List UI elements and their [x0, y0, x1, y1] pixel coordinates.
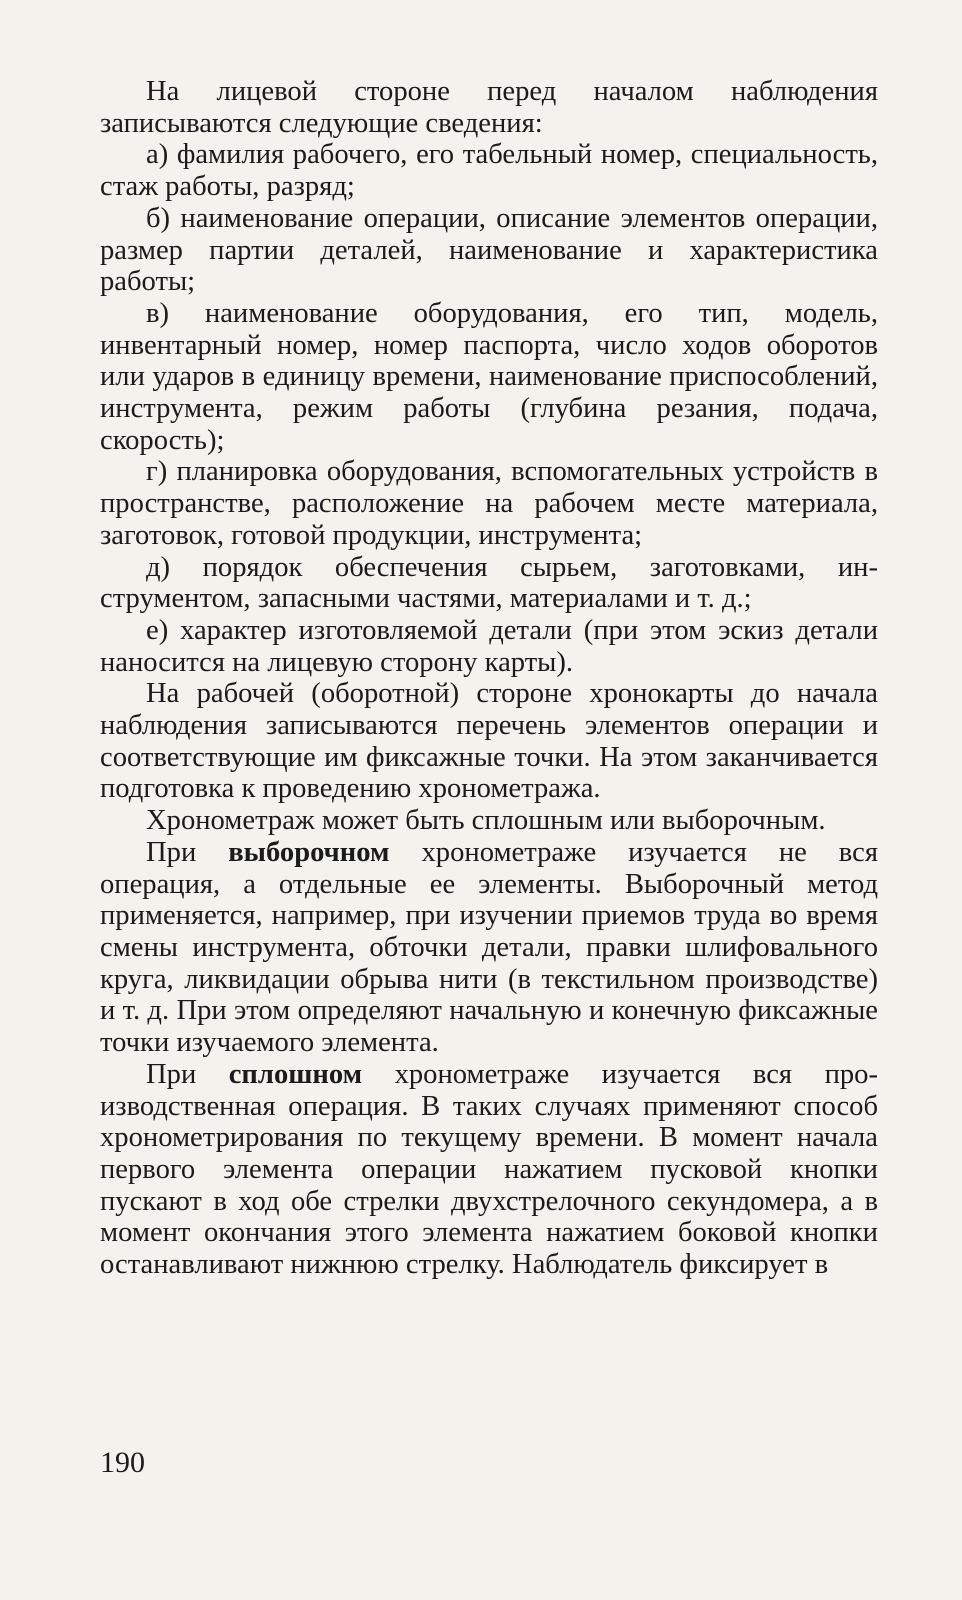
page-number: 190	[100, 1446, 145, 1479]
list-item-e: е) характер изготовляемой детали (при этом эскиз детали наносится на лицевую сторону карты).	[100, 614, 878, 678]
paragraph-continuous	[100, 1059, 878, 1281]
list-item-d: д) порядок обеспечения сырьем, заготовками, инструментом, запасными частями, материалами и т. д.;	[100, 551, 878, 615]
paragraph-selective-lead: При	[146, 836, 229, 868]
list-item-b: б) наименование операции, описание элементов операции, размер партии деталей, наименование и характеристика работы;	[100, 202, 878, 298]
list-item-g: г) планировка оборудования, вспомогательных устройств в пространстве, расположение на рабочем месте материала, заготовок, готовой продукции, инструмента;	[100, 456, 878, 551]
paragraph-continuous-body: хронометраже изучается вся производственная операция. В таких случаях применяют способ хронометрирования по текущему времени. В момент начала первого элемента операции нажатием пусковой кнопки пускают в ход обе стрелки двухстрелочного секундомера, а в момент окончания этого элемента нажатием боковой кнопки останавливают нижнюю стрелку. Наблюдатель фиксирует в	[100, 1058, 878, 1281]
paragraph-reverse-side: На рабочей (оборотной) стороне хронокарты до начала наблюдения записываются перечень элементов операции и соответствующие им фиксажные точки. На этом заканчивается подготовка к проведению хронометража.	[100, 678, 878, 805]
term-continuous: сплошном	[228, 1058, 363, 1090]
paragraph-intro: На лицевой стороне перед началом наблюдения записываются следующие сведения:	[100, 76, 878, 139]
paragraph-timing-types: Хронометраж может быть сплошным или выборочным.	[146, 805, 826, 837]
page-body	[100, 76, 878, 1281]
list-item-a: а) фамилия рабочего, его табельный номер, специальность, стаж работы, разряд;	[100, 139, 878, 203]
paragraph-continuous-lead: При	[146, 1058, 229, 1090]
term-selective: выборочном	[228, 836, 390, 868]
paragraph-selective-body: хронометраже изучается не вся операция, а отдельные ее элементы. Выборочный метод применяется, например, при изучении приемов труда во время смены инструмента, обточки детали, правки шлифовального круга, ликвидации обрыва нити (в текстильном производстве) и т. д. При этом определяют начальную и конечную фиксажные точки изучаемого элемента.	[100, 836, 878, 1059]
list-item-v: в) наименование оборудования, его тип, модель, инвентарный номер, номер паспорта, число ходов оборотов или ударов в единицу времени, наименование приспособлений, инструмента, режим работы (глубина резания, подача, скорость);	[100, 297, 878, 456]
paragraph-selective	[100, 837, 878, 1059]
